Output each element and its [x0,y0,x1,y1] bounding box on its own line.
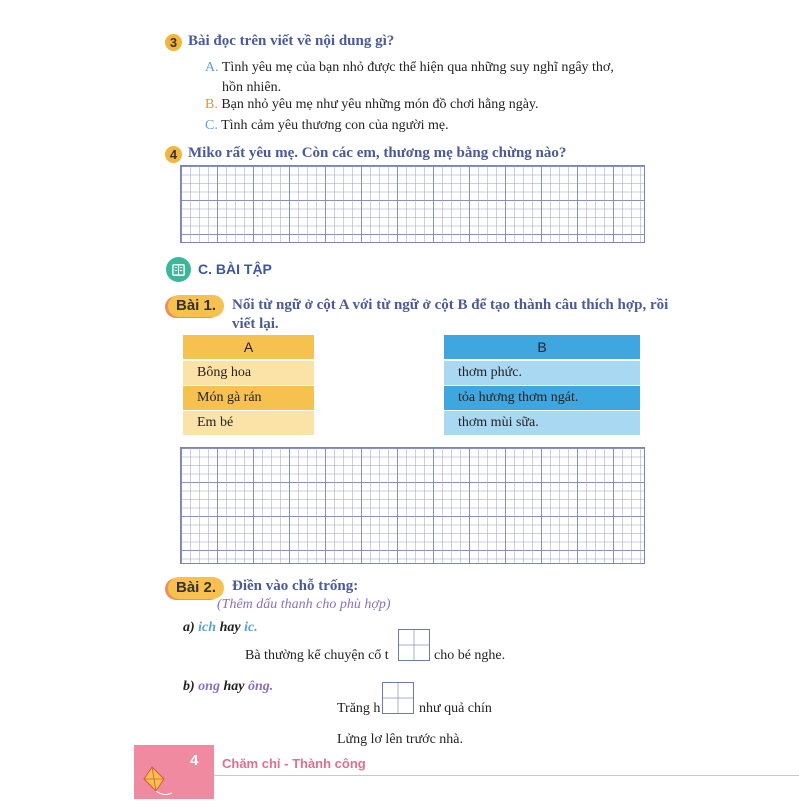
part-b-prefix: b) [183,679,195,694]
option-a-text: Tình yêu mẹ của bạn nhỏ được thể hiện qua những suy nghĩ ngây thơ, [221,60,614,75]
exercise-2-title: Điền vào chỗ trống: [232,578,359,594]
part-a-keyword-1: ich [198,620,217,635]
option-b-text: Bạn nhỏ yêu mẹ như yêu những món đồ chơi hằng ngày. [221,97,539,112]
footer-tab [134,745,214,799]
part-a-sentence-start: Bà thường kể chuyện cổ t [245,648,389,663]
option-c-letter: C. [205,118,218,133]
option-a-text-cont: hồn nhiên. [222,80,282,95]
column-b-item[interactable]: thơm mùi sữa. [444,411,640,435]
page-number: 4 [190,752,199,769]
writing-grid-q4[interactable] [180,165,645,243]
option-a [205,60,614,76]
part-a-keyword-2: ic. [244,620,258,635]
option-a-letter: A. [205,60,219,75]
column-b-header: B [444,335,640,359]
kite-icon [134,745,214,799]
option-c [205,118,449,134]
question-4-title: Miko rất yêu mẹ. Còn các em, thương mẹ bằng chừng nào? [188,145,567,161]
part-b-keyword-1: ong [198,679,220,694]
question-3-title: Bài đọc trên viết về nội dung gì? [188,33,395,49]
footer-slogan: Chăm chỉ - Thành công [222,756,366,771]
part-b-hay: hay [223,679,245,694]
column-a-header: A [183,335,314,359]
writing-grid-exercise-1[interactable] [180,447,645,564]
part-b-line-1-end: như quả chín [419,701,492,716]
part-b-line-1-start: Trăng h [337,701,381,716]
fill-blank-box-b[interactable] [382,682,414,714]
part-a-prefix: a) [183,620,195,635]
column-b-item[interactable]: thơm phức. [444,361,640,385]
option-c-text: Tình cảm yêu thương con của người mẹ. [221,118,449,133]
part-a-label [183,620,258,636]
exercise-1-label: Bài 1. [168,295,224,317]
part-b-line-2: Lửng lơ lên trước nhà. [337,732,464,747]
fill-blank-box-a[interactable] [398,629,430,661]
exercise-1-instruction-line2: viết lại. [232,316,279,332]
exercise-2-hint: (Thêm dấu thanh cho phù hợp) [217,597,391,612]
column-a-item[interactable]: Món gà rán [183,386,314,410]
part-b-label [183,679,273,695]
footer-divider [214,775,799,776]
column-b-item[interactable]: tỏa hương thơm ngát. [444,386,640,410]
part-b-keyword-2: ông. [247,679,274,694]
part-a-sentence-end: cho bé nghe. [434,648,506,663]
section-title: C. BÀI TẬP [198,261,272,277]
column-a-item[interactable]: Em bé [183,411,314,435]
option-b [205,97,539,113]
question-4-number: 4 [165,146,182,163]
part-a-hay: hay [219,620,241,635]
option-b-letter: B. [205,97,218,112]
book-icon [166,257,191,282]
exercise-1-instruction-line1: Nối từ ngữ ở cột A với từ ngữ ở cột B để tạo thành câu thích hợp, rồi [232,297,669,313]
exercise-2-label: Bài 2. [168,577,224,599]
question-3-number: 3 [165,34,182,51]
column-a-item[interactable]: Bông hoa [183,361,314,385]
